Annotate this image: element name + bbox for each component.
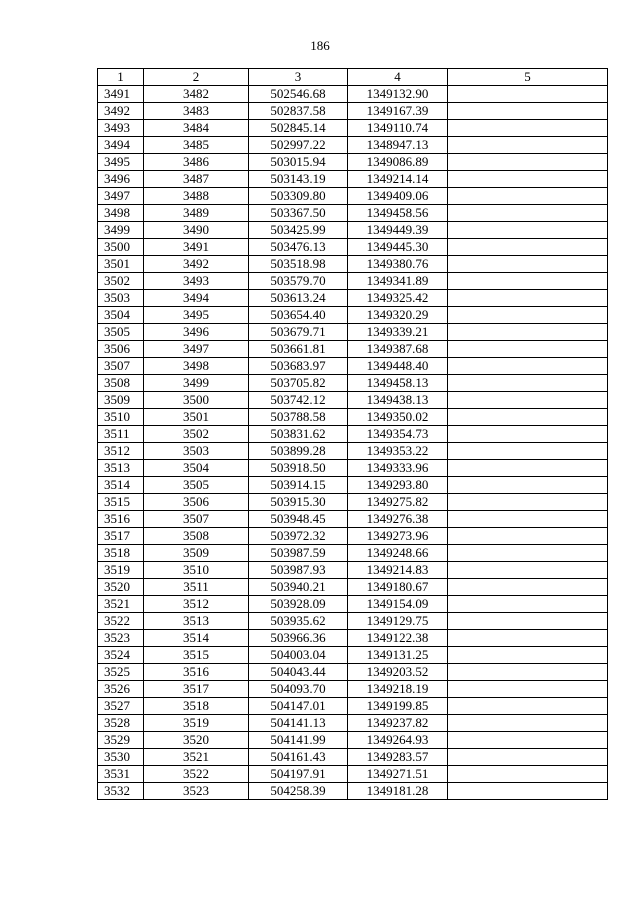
table-cell-col-3: 503518.98 xyxy=(249,256,348,273)
table-cell-col-5 xyxy=(448,443,608,460)
table-cell-col-3: 503705.82 xyxy=(249,375,348,392)
table-cell-col-2: 3491 xyxy=(144,239,249,256)
table-cell-col-4: 1349214.14 xyxy=(348,171,448,188)
table-cell-col-4: 1349350.02 xyxy=(348,409,448,426)
table-cell-col-2: 3482 xyxy=(144,86,249,103)
table-cell-col-3: 503579.70 xyxy=(249,273,348,290)
table-cell-col-4: 1349333.96 xyxy=(348,460,448,477)
table-row xyxy=(98,273,608,290)
table-cell-col-2: 3516 xyxy=(144,664,249,681)
table-row xyxy=(98,426,608,443)
table-cell-col-5 xyxy=(448,562,608,579)
table-cell-col-2: 3514 xyxy=(144,630,249,647)
table-cell-col-1: 3501 xyxy=(98,256,144,273)
table-cell-col-2: 3488 xyxy=(144,188,249,205)
table-row xyxy=(98,443,608,460)
table-row xyxy=(98,222,608,239)
table-row xyxy=(98,766,608,783)
table-cell-col-2: 3499 xyxy=(144,375,249,392)
table-cell-col-4: 1349448.40 xyxy=(348,358,448,375)
table-cell-col-1: 3531 xyxy=(98,766,144,783)
table-cell-col-3: 503918.50 xyxy=(249,460,348,477)
column-header-1: 1 xyxy=(98,69,144,86)
table-cell-col-4: 1349167.39 xyxy=(348,103,448,120)
table-cell-col-5 xyxy=(448,732,608,749)
table-cell-col-3: 504141.99 xyxy=(249,732,348,749)
table-row xyxy=(98,732,608,749)
table-cell-col-1: 3493 xyxy=(98,120,144,137)
table-cell-col-1: 3507 xyxy=(98,358,144,375)
table-cell-col-2: 3489 xyxy=(144,205,249,222)
table-cell-col-2: 3513 xyxy=(144,613,249,630)
table-cell-col-2: 3508 xyxy=(144,528,249,545)
table-cell-col-2: 3511 xyxy=(144,579,249,596)
table-cell-col-3: 503661.81 xyxy=(249,341,348,358)
table-cell-col-4: 1349293.80 xyxy=(348,477,448,494)
table-cell-col-5 xyxy=(448,358,608,375)
table-cell-col-3: 503899.28 xyxy=(249,443,348,460)
table-row xyxy=(98,647,608,664)
table-row xyxy=(98,562,608,579)
table-cell-col-1: 3520 xyxy=(98,579,144,596)
column-header-3: 3 xyxy=(249,69,348,86)
table-cell-col-4: 1349218.19 xyxy=(348,681,448,698)
table-cell-col-1: 3494 xyxy=(98,137,144,154)
table-row xyxy=(98,477,608,494)
table-cell-col-1: 3515 xyxy=(98,494,144,511)
table-cell-col-4: 1349181.28 xyxy=(348,783,448,800)
table-cell-col-5 xyxy=(448,86,608,103)
data-table xyxy=(97,68,608,800)
table-cell-col-5 xyxy=(448,477,608,494)
table-row xyxy=(98,256,608,273)
table-body xyxy=(98,86,608,800)
table-cell-col-3: 502546.68 xyxy=(249,86,348,103)
table-cell-col-5 xyxy=(448,171,608,188)
table-cell-col-5 xyxy=(448,579,608,596)
table-cell-col-3: 503476.13 xyxy=(249,239,348,256)
table-cell-col-2: 3517 xyxy=(144,681,249,698)
table-cell-col-4: 1349086.89 xyxy=(348,154,448,171)
table-cell-col-5 xyxy=(448,341,608,358)
table-cell-col-3: 503987.93 xyxy=(249,562,348,579)
table-row xyxy=(98,664,608,681)
table-cell-col-4: 1349409.06 xyxy=(348,188,448,205)
table-cell-col-5 xyxy=(448,307,608,324)
table-cell-col-2: 3497 xyxy=(144,341,249,358)
table-cell-col-1: 3491 xyxy=(98,86,144,103)
table-cell-col-3: 503966.36 xyxy=(249,630,348,647)
table-cell-col-4: 1349273.96 xyxy=(348,528,448,545)
table-cell-col-3: 503940.21 xyxy=(249,579,348,596)
table-cell-col-2: 3519 xyxy=(144,715,249,732)
table-cell-col-1: 3504 xyxy=(98,307,144,324)
table-cell-col-1: 3508 xyxy=(98,375,144,392)
table-cell-col-1: 3505 xyxy=(98,324,144,341)
column-header-2: 2 xyxy=(144,69,249,86)
table-cell-col-1: 3495 xyxy=(98,154,144,171)
table-cell-col-1: 3498 xyxy=(98,205,144,222)
table-cell-col-1: 3529 xyxy=(98,732,144,749)
table-cell-col-5 xyxy=(448,698,608,715)
table-cell-col-4: 1349237.82 xyxy=(348,715,448,732)
table-cell-col-3: 502845.14 xyxy=(249,120,348,137)
table-cell-col-4: 1349325.42 xyxy=(348,290,448,307)
table-cell-col-4: 1349122.38 xyxy=(348,630,448,647)
table-row xyxy=(98,528,608,545)
table-cell-col-2: 3512 xyxy=(144,596,249,613)
table-cell-col-2: 3486 xyxy=(144,154,249,171)
table-row xyxy=(98,171,608,188)
table-row xyxy=(98,409,608,426)
table-cell-col-2: 3504 xyxy=(144,460,249,477)
table-cell-col-3: 503367.50 xyxy=(249,205,348,222)
table-row xyxy=(98,103,608,120)
table-cell-col-4: 1349110.74 xyxy=(348,120,448,137)
table-cell-col-1: 3518 xyxy=(98,545,144,562)
table-cell-col-3: 502837.58 xyxy=(249,103,348,120)
table-cell-col-2: 3520 xyxy=(144,732,249,749)
table-row xyxy=(98,392,608,409)
table-cell-col-2: 3523 xyxy=(144,783,249,800)
table-cell-col-3: 503928.09 xyxy=(249,596,348,613)
table-cell-col-5 xyxy=(448,528,608,545)
table-cell-col-4: 1349203.52 xyxy=(348,664,448,681)
table-cell-col-1: 3523 xyxy=(98,630,144,647)
table-cell-col-4: 1349354.73 xyxy=(348,426,448,443)
table-row xyxy=(98,154,608,171)
table-cell-col-3: 503015.94 xyxy=(249,154,348,171)
table-cell-col-4: 1349276.38 xyxy=(348,511,448,528)
table-cell-col-4: 1349248.66 xyxy=(348,545,448,562)
table-cell-col-1: 3516 xyxy=(98,511,144,528)
table-cell-col-3: 503935.62 xyxy=(249,613,348,630)
table-cell-col-2: 3518 xyxy=(144,698,249,715)
table-cell-col-5 xyxy=(448,426,608,443)
table-cell-col-1: 3503 xyxy=(98,290,144,307)
table-cell-col-1: 3506 xyxy=(98,341,144,358)
table-cell-col-3: 504258.39 xyxy=(249,783,348,800)
table-cell-col-3: 503309.80 xyxy=(249,188,348,205)
table-cell-col-1: 3509 xyxy=(98,392,144,409)
table-row xyxy=(98,239,608,256)
column-header-4: 4 xyxy=(348,69,448,86)
table-cell-col-4: 1349438.13 xyxy=(348,392,448,409)
table-row xyxy=(98,290,608,307)
table-cell-col-4: 1349283.57 xyxy=(348,749,448,766)
header-row xyxy=(98,69,608,86)
table-cell-col-1: 3519 xyxy=(98,562,144,579)
table-row xyxy=(98,596,608,613)
table-cell-col-2: 3494 xyxy=(144,290,249,307)
table-cell-col-3: 503679.71 xyxy=(249,324,348,341)
table-cell-col-2: 3502 xyxy=(144,426,249,443)
table-cell-col-3: 503425.99 xyxy=(249,222,348,239)
table-cell-col-2: 3515 xyxy=(144,647,249,664)
table-cell-col-1: 3512 xyxy=(98,443,144,460)
table-cell-col-3: 503948.45 xyxy=(249,511,348,528)
table-cell-col-4: 1349380.76 xyxy=(348,256,448,273)
table-cell-col-3: 504147.01 xyxy=(249,698,348,715)
table-cell-col-5 xyxy=(448,613,608,630)
table-cell-col-5 xyxy=(448,324,608,341)
table-cell-col-4: 1349320.29 xyxy=(348,307,448,324)
table-cell-col-5 xyxy=(448,766,608,783)
table-cell-col-5 xyxy=(448,103,608,120)
table-cell-col-5 xyxy=(448,222,608,239)
table-cell-col-5 xyxy=(448,494,608,511)
table-cell-col-1: 3513 xyxy=(98,460,144,477)
table-cell-col-1: 3527 xyxy=(98,698,144,715)
table-cell-col-3: 504043.44 xyxy=(249,664,348,681)
table-cell-col-4: 1349387.68 xyxy=(348,341,448,358)
table-cell-col-5 xyxy=(448,205,608,222)
table-cell-col-3: 504093.70 xyxy=(249,681,348,698)
table-row xyxy=(98,749,608,766)
table-cell-col-5 xyxy=(448,596,608,613)
table-cell-col-5 xyxy=(448,630,608,647)
table-row xyxy=(98,375,608,392)
table-cell-col-5 xyxy=(448,647,608,664)
table-cell-col-5 xyxy=(448,137,608,154)
table-cell-col-4: 1349445.30 xyxy=(348,239,448,256)
table-cell-col-5 xyxy=(448,749,608,766)
table-cell-col-1: 3525 xyxy=(98,664,144,681)
table-cell-col-4: 1349458.56 xyxy=(348,205,448,222)
table-cell-col-1: 3517 xyxy=(98,528,144,545)
table-cell-col-1: 3532 xyxy=(98,783,144,800)
table-cell-col-3: 503987.59 xyxy=(249,545,348,562)
table-row xyxy=(98,698,608,715)
table-cell-col-5 xyxy=(448,239,608,256)
table-cell-col-3: 504197.91 xyxy=(249,766,348,783)
table-row xyxy=(98,545,608,562)
table-cell-col-3: 503654.40 xyxy=(249,307,348,324)
table-row xyxy=(98,307,608,324)
table-cell-col-4: 1349458.13 xyxy=(348,375,448,392)
table-cell-col-5 xyxy=(448,664,608,681)
table-cell-col-5 xyxy=(448,154,608,171)
table-row xyxy=(98,494,608,511)
table-cell-col-5 xyxy=(448,290,608,307)
table-cell-col-1: 3502 xyxy=(98,273,144,290)
table-row xyxy=(98,460,608,477)
table-cell-col-3: 504141.13 xyxy=(249,715,348,732)
table-cell-col-5 xyxy=(448,392,608,409)
table-cell-col-5 xyxy=(448,256,608,273)
table-cell-col-1: 3524 xyxy=(98,647,144,664)
table-cell-col-1: 3497 xyxy=(98,188,144,205)
table-cell-col-1: 3522 xyxy=(98,613,144,630)
table-cell-col-5 xyxy=(448,783,608,800)
table-row xyxy=(98,137,608,154)
table-row xyxy=(98,613,608,630)
table-cell-col-5 xyxy=(448,120,608,137)
table-cell-col-1: 3530 xyxy=(98,749,144,766)
table-row xyxy=(98,324,608,341)
table-cell-col-5 xyxy=(448,460,608,477)
table-cell-col-2: 3510 xyxy=(144,562,249,579)
table-cell-col-1: 3528 xyxy=(98,715,144,732)
table-cell-col-5 xyxy=(448,715,608,732)
table-cell-col-3: 503143.19 xyxy=(249,171,348,188)
table-cell-col-1: 3511 xyxy=(98,426,144,443)
column-header-5: 5 xyxy=(448,69,608,86)
table-cell-col-4: 1348947.13 xyxy=(348,137,448,154)
table-cell-col-1: 3510 xyxy=(98,409,144,426)
table-cell-col-1: 3499 xyxy=(98,222,144,239)
table-cell-col-2: 3495 xyxy=(144,307,249,324)
table-row xyxy=(98,511,608,528)
table-cell-col-3: 503742.12 xyxy=(249,392,348,409)
table-header xyxy=(98,69,608,86)
table-cell-col-2: 3503 xyxy=(144,443,249,460)
table-cell-col-4: 1349131.25 xyxy=(348,647,448,664)
table-cell-col-2: 3487 xyxy=(144,171,249,188)
table-cell-col-3: 504003.04 xyxy=(249,647,348,664)
table-cell-col-1: 3514 xyxy=(98,477,144,494)
table-cell-col-4: 1349264.93 xyxy=(348,732,448,749)
page-number: 186 xyxy=(310,38,330,53)
table-cell-col-3: 502997.22 xyxy=(249,137,348,154)
table-cell-col-4: 1349180.67 xyxy=(348,579,448,596)
table-cell-col-5 xyxy=(448,409,608,426)
table-cell-col-4: 1349341.89 xyxy=(348,273,448,290)
table-cell-col-2: 3521 xyxy=(144,749,249,766)
table-cell-col-2: 3498 xyxy=(144,358,249,375)
table-cell-col-2: 3522 xyxy=(144,766,249,783)
table-cell-col-5 xyxy=(448,375,608,392)
table-cell-col-3: 503914.15 xyxy=(249,477,348,494)
table-cell-col-2: 3506 xyxy=(144,494,249,511)
table-row xyxy=(98,86,608,103)
table-cell-col-2: 3509 xyxy=(144,545,249,562)
table-cell-col-4: 1349275.82 xyxy=(348,494,448,511)
table-cell-col-4: 1349271.51 xyxy=(348,766,448,783)
table-cell-col-1: 3521 xyxy=(98,596,144,613)
table-cell-col-2: 3500 xyxy=(144,392,249,409)
table-cell-col-3: 503613.24 xyxy=(249,290,348,307)
table-cell-col-2: 3507 xyxy=(144,511,249,528)
table-row xyxy=(98,630,608,647)
table-row xyxy=(98,205,608,222)
table-cell-col-4: 1349132.90 xyxy=(348,86,448,103)
table-cell-col-2: 3501 xyxy=(144,409,249,426)
table-row xyxy=(98,120,608,137)
table-cell-col-2: 3485 xyxy=(144,137,249,154)
table-cell-col-4: 1349353.22 xyxy=(348,443,448,460)
table-cell-col-2: 3484 xyxy=(144,120,249,137)
table-cell-col-5 xyxy=(448,545,608,562)
table-cell-col-3: 504161.43 xyxy=(249,749,348,766)
table-cell-col-4: 1349154.09 xyxy=(348,596,448,613)
table-cell-col-5 xyxy=(448,511,608,528)
table-cell-col-5 xyxy=(448,681,608,698)
table-cell-col-3: 503972.32 xyxy=(249,528,348,545)
table-cell-col-3: 503788.58 xyxy=(249,409,348,426)
table-cell-col-4: 1349214.83 xyxy=(348,562,448,579)
table-cell-col-1: 3492 xyxy=(98,103,144,120)
table-cell-col-4: 1349339.21 xyxy=(348,324,448,341)
table-cell-col-5 xyxy=(448,273,608,290)
table-cell-col-3: 503683.97 xyxy=(249,358,348,375)
table-cell-col-2: 3505 xyxy=(144,477,249,494)
table-cell-col-2: 3492 xyxy=(144,256,249,273)
table-cell-col-4: 1349199.85 xyxy=(348,698,448,715)
table-cell-col-4: 1349449.39 xyxy=(348,222,448,239)
table-row xyxy=(98,681,608,698)
table-row xyxy=(98,715,608,732)
table-cell-col-1: 3500 xyxy=(98,239,144,256)
table-row xyxy=(98,188,608,205)
table-cell-col-2: 3483 xyxy=(144,103,249,120)
table-cell-col-1: 3496 xyxy=(98,171,144,188)
table-row xyxy=(98,579,608,596)
table-cell-col-2: 3490 xyxy=(144,222,249,239)
table-cell-col-2: 3496 xyxy=(144,324,249,341)
table-cell-col-2: 3493 xyxy=(144,273,249,290)
table-row xyxy=(98,358,608,375)
table-row xyxy=(98,783,608,800)
table-cell-col-3: 503915.30 xyxy=(249,494,348,511)
table-row xyxy=(98,341,608,358)
table-cell-col-4: 1349129.75 xyxy=(348,613,448,630)
table-cell-col-3: 503831.62 xyxy=(249,426,348,443)
table-cell-col-5 xyxy=(448,188,608,205)
table-cell-col-1: 3526 xyxy=(98,681,144,698)
